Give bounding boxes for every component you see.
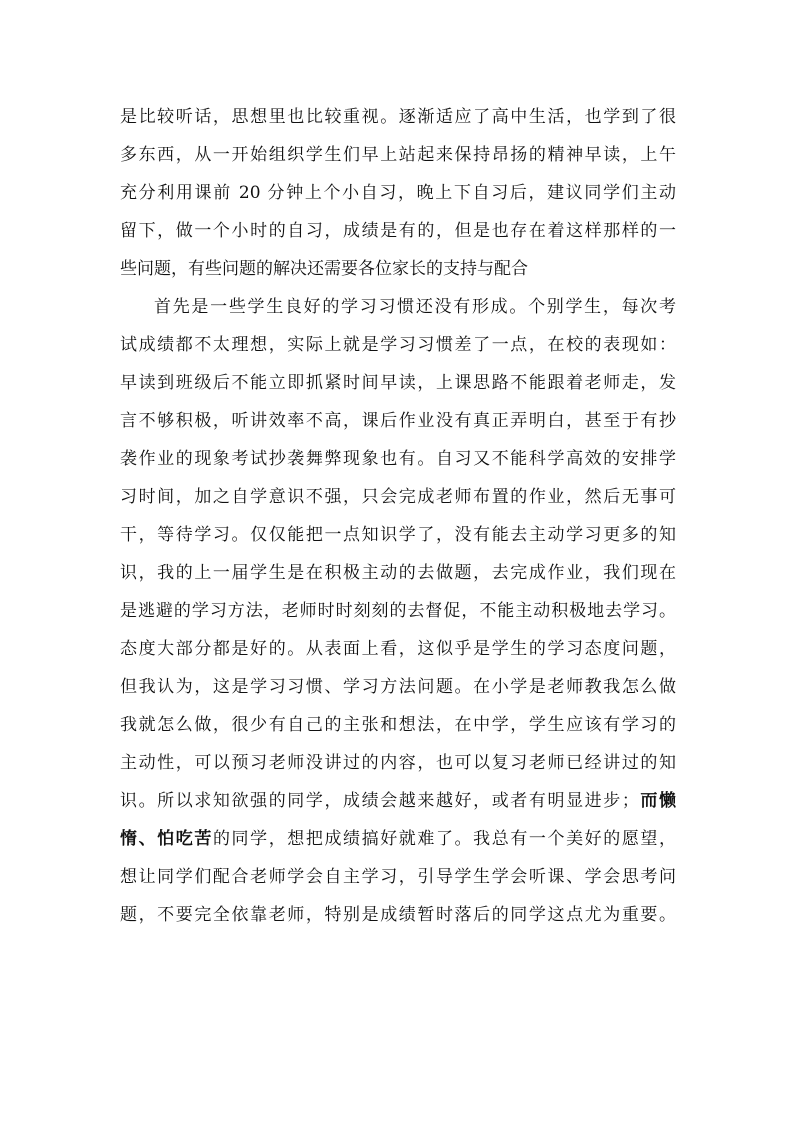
text-line: 言不够积极，听讲效率不高，课后作业没有真正弄明白，甚至于有抄: [120, 411, 676, 431]
bold-text: 惰、怕吃苦: [120, 829, 213, 849]
text-line: 留下，做一个小时的自习，成绩是有的，但是也存在着这样那样的一: [120, 221, 676, 241]
text-line: 题，不要完全依靠老师，特别是成绩暂时落后的同学这点尤为重要。: [120, 905, 676, 925]
text-line: 是逃避的学习方法，老师时时刻刻的去督促，不能主动积极地去学习。: [120, 601, 676, 621]
text-line: 袭作业的现象考试抄袭舞弊现象也有。自习又不能科学高效的安排学: [120, 449, 676, 469]
text-line: 识，我的上一届学生是在积极主动的去做题，去完成作业，我们现在: [120, 563, 676, 583]
text-line: 但我认为，这是学习习惯、学习方法问题。在小学是老师教我怎么做: [120, 677, 676, 697]
text-line: 充分利用课前 20 分钟上个小自习，晚上下自习后，建议同学们主动: [120, 183, 676, 203]
text-line: 我就怎么做，很少有自己的主张和想法，在中学，学生应该有学习的: [120, 715, 676, 735]
text-line: 早读到班级后不能立即抓紧时间早读，上课思路不能跟着老师走，发: [120, 373, 676, 393]
text-line: 是比较听话，思想里也比较重视。逐渐适应了高中生活，也学到了很: [120, 107, 676, 127]
text-line: 习时间，加之自学意识不强，只会完成老师布置的作业，然后无事可: [120, 487, 676, 507]
text-line: [120, 821, 676, 857]
text-line: 主动性，可以预习老师没讲过的内容，也可以复习老师已经讲过的知: [120, 753, 676, 773]
text-segment: 识。所以求知欲强的同学，成绩会越来越好，或者有明显进步；: [120, 791, 639, 811]
text-line: 多东西，从一开始组织学生们早上站起来保持昂扬的精神早读，上午: [120, 145, 676, 165]
text-line: 想让同学们配合老师学会自主学习，引导学生学会听课、学会思考问: [120, 867, 676, 887]
text-line: 试成绩都不太理想，实际上就是学习习惯差了一点，在校的表现如：: [120, 335, 676, 355]
text-line: 态度大部分都是好的。从表面上看，这似乎是学生的学习态度问题，: [120, 639, 676, 659]
text-line: [120, 783, 676, 819]
bold-text: 而懒: [638, 791, 676, 811]
text-line: 干，等待学习。仅仅能把一点知识学了，没有能去主动学习更多的知: [120, 525, 676, 545]
text-segment: 的同学，想把成绩搞好就难了。我总有一个美好的愿望，: [212, 829, 676, 849]
paragraph-first-line: 首先是一些学生良好的学习习惯还没有形成。个别学生，每次考: [154, 297, 676, 317]
text-line: 些问题，有些问题的解决还需要各位家长的支持与配合: [120, 259, 528, 279]
